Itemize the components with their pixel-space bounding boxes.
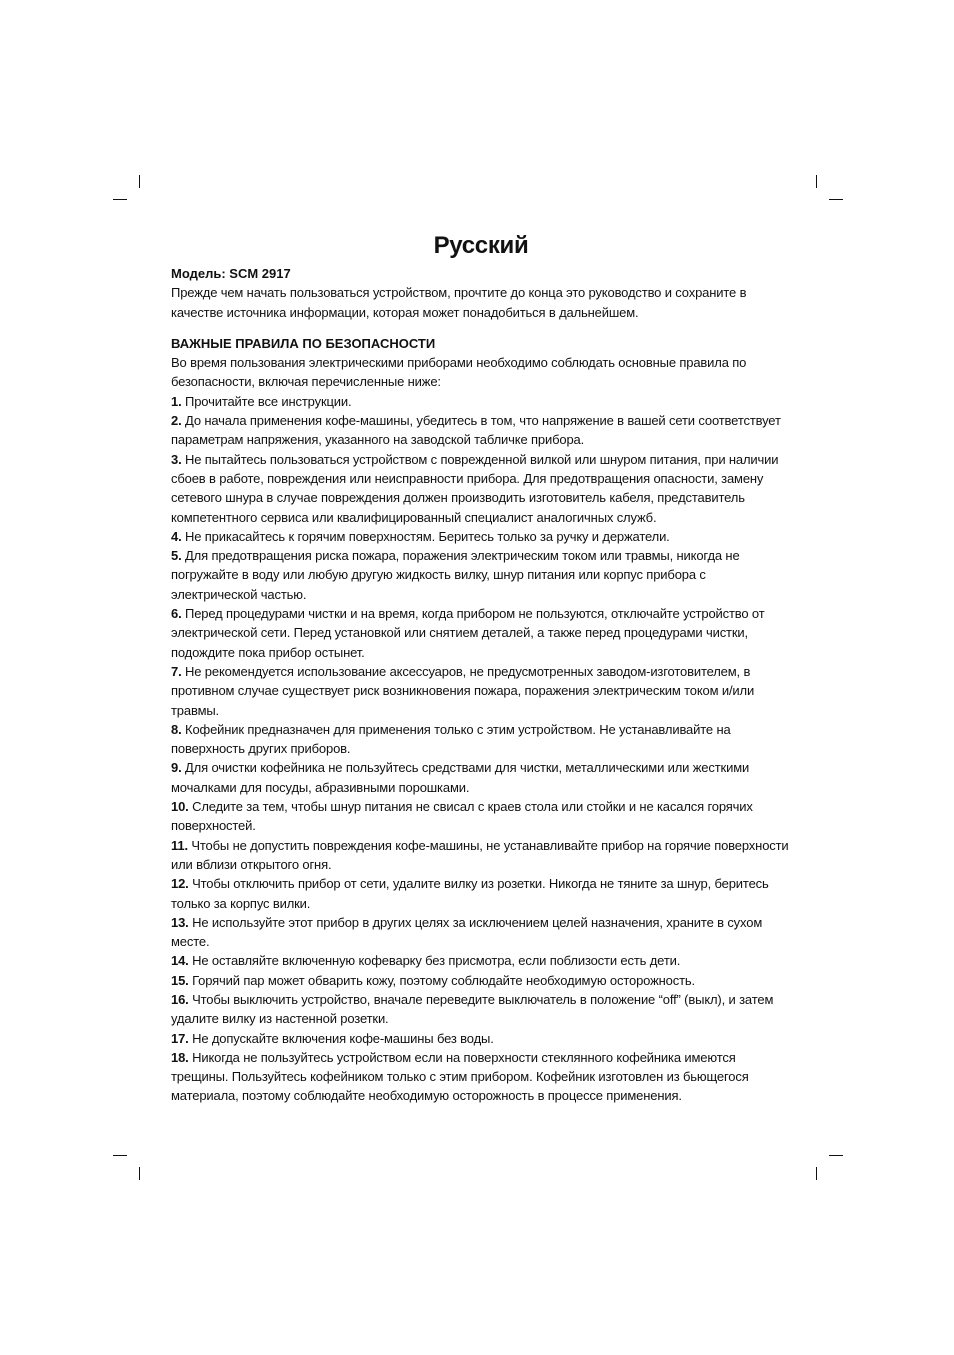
rule-number: 17.: [171, 1030, 189, 1046]
rule-item: [171, 662, 791, 720]
rule-item: [171, 951, 791, 970]
rule-item: [171, 720, 791, 759]
rule-item: [171, 836, 791, 875]
rule-number: 4.: [171, 528, 182, 544]
rule-item: [171, 546, 791, 604]
rule-number: 8.: [171, 721, 182, 737]
rule-text: Прочитайте все инструкции.: [185, 393, 352, 409]
rule-item: [171, 990, 791, 1029]
rule-number: 10.: [171, 799, 189, 815]
rule-text: Не пытайтесь пользоваться устройством с поврежденной вилкой или шнуром питания, при наличии сбоев в работе, повреждения или неисправности прибора. Для предотвращения опасности, замену сетевого шнура в случае повреждения должен производить изготовитель кабеля, представитель компетентного сервиса или квалифицированный специалист аналогичных служб.: [171, 451, 779, 525]
crop-mark-bottom-right-vertical: [816, 1167, 817, 1180]
rule-text: Не допускайте включения кофе-машины без воды.: [192, 1030, 494, 1046]
crop-mark-top-right-vertical: [816, 175, 817, 188]
rule-text: Не прикасайтесь к горячим поверхностям. Беритесь только за ручку и держатели.: [185, 528, 670, 544]
rule-number: 15.: [171, 972, 189, 988]
rule-text: Для очистки кофейника не пользуйтесь средствами для чистки, металлическими или жесткими мочалками для посуды, абразивными порошками.: [171, 760, 750, 795]
rule-item: [171, 874, 791, 913]
page-content: [171, 232, 791, 1106]
rules-list: [171, 392, 791, 1106]
intro-paragraph: Прежде чем начать пользоваться устройством, прочтите до конца это руководство и сохраните в качестве источника информации, которая может понадобиться в дальнейшем.: [171, 285, 747, 320]
rule-number: 6.: [171, 606, 182, 622]
rule-number: 11.: [171, 837, 188, 853]
rule-number: 1.: [171, 393, 182, 409]
page-title: Русский: [433, 232, 529, 259]
crop-mark-bottom-left-vertical: [139, 1167, 140, 1180]
section-heading: ВАЖНЫЕ ПРАВИЛА ПО БЕЗОПАСНОСТИ: [171, 335, 436, 351]
rule-item: [171, 1029, 791, 1048]
rule-number: 7.: [171, 663, 182, 679]
rule-number: 14.: [171, 953, 189, 969]
rule-text: Перед процедурами чистки и на время, когда прибором не пользуются, отключайте устройство от электрической сети. Перед установкой или снятием деталей, а также перед процедурами чистки, подождите пока прибор остынет.: [171, 606, 765, 660]
rule-item: [171, 758, 791, 797]
rule-item: [171, 913, 791, 952]
rule-number: 2.: [171, 413, 182, 429]
model-label: Модель: SCM 2917: [171, 266, 291, 281]
rule-item: [171, 971, 791, 990]
rule-number: 9.: [171, 760, 182, 776]
crop-mark-bottom-left-horizontal: [113, 1155, 127, 1156]
rule-text: Следите за тем, чтобы шнур питания не свисал с краев стола или стойки и не касался горячих поверхностей.: [171, 799, 753, 834]
rule-item: [171, 527, 791, 546]
section-intro: Во время пользования электрическими приборами необходимо соблюдать основные правила по безопасности, включая перечисленные ниже:: [171, 355, 747, 390]
crop-mark-top-left-vertical: [139, 175, 140, 188]
rule-text: Кофейник предназначен для применения только с этим устройством. Не устанавливайте на поверхность других приборов.: [171, 721, 731, 757]
rule-number: 16.: [171, 991, 189, 1007]
rule-text: Чтобы не допустить повреждения кофе-машины, не устанавливайте прибор на горячие поверхности или вблизи открытого огня.: [171, 837, 789, 872]
rule-item: [171, 450, 791, 527]
rule-text: Для предотвращения риска пожара, поражения электрическим током или травмы, никогда не погружайте в воду или любую другую жидкость вилку, шнур питания или корпус прибора с электрической частью.: [171, 548, 740, 602]
rule-text: Не рекомендуется использование аксессуаров, не предусмотренных заводом-изготовителем, в противном случае существует риск возникновения пожара, поражения электрическим током и/или травмы.: [171, 663, 755, 718]
rule-item: [171, 604, 791, 662]
rule-text: Не используйте этот прибор в других целях за исключением целей назначения, храните в сухом месте.: [171, 914, 763, 950]
rule-number: 5.: [171, 548, 182, 564]
rule-text: До начала применения кофе-машины, убедитесь в том, что напряжение в вашей сети соответствует параметрам напряжения, указанного на заводской табличке прибора.: [171, 413, 781, 448]
rule-item: [171, 797, 791, 836]
crop-mark-top-right-horizontal: [829, 199, 843, 200]
rule-item: [171, 1048, 791, 1106]
rule-number: 18.: [171, 1049, 189, 1065]
rule-text: Чтобы выключить устройство, вначале переведите выключатель в положение “off” (выкл), и затем удалите вилку из настенной розетки.: [171, 991, 774, 1027]
rule-item: [171, 411, 791, 450]
crop-mark-bottom-right-horizontal: [829, 1155, 843, 1156]
rule-number: 13.: [171, 914, 189, 930]
rule-number: 3.: [171, 451, 182, 467]
rule-text: Горячий пар может обварить кожу, поэтому соблюдайте необходимую осторожность.: [192, 972, 695, 988]
rule-item: [171, 392, 791, 411]
rule-text: Не оставляйте включенную кофеварку без присмотра, если поблизости есть дети.: [192, 953, 681, 969]
rule-text: Чтобы отключить прибор от сети, удалите вилку из розетки. Никогда не тяните за шнур, беритесь только за корпус вилки.: [171, 876, 769, 911]
rule-text: Никогда не пользуйтесь устройством если на поверхности стеклянного кофейника имеются трещины. Пользуйтесь кофейником только с этим прибором. Кофейник изготовлен из бьющегося материала, поэтому соблюдайте необходимую осторожность в процессе применения.: [171, 1049, 749, 1104]
crop-mark-top-left-horizontal: [113, 199, 127, 200]
rule-number: 12.: [171, 876, 189, 892]
